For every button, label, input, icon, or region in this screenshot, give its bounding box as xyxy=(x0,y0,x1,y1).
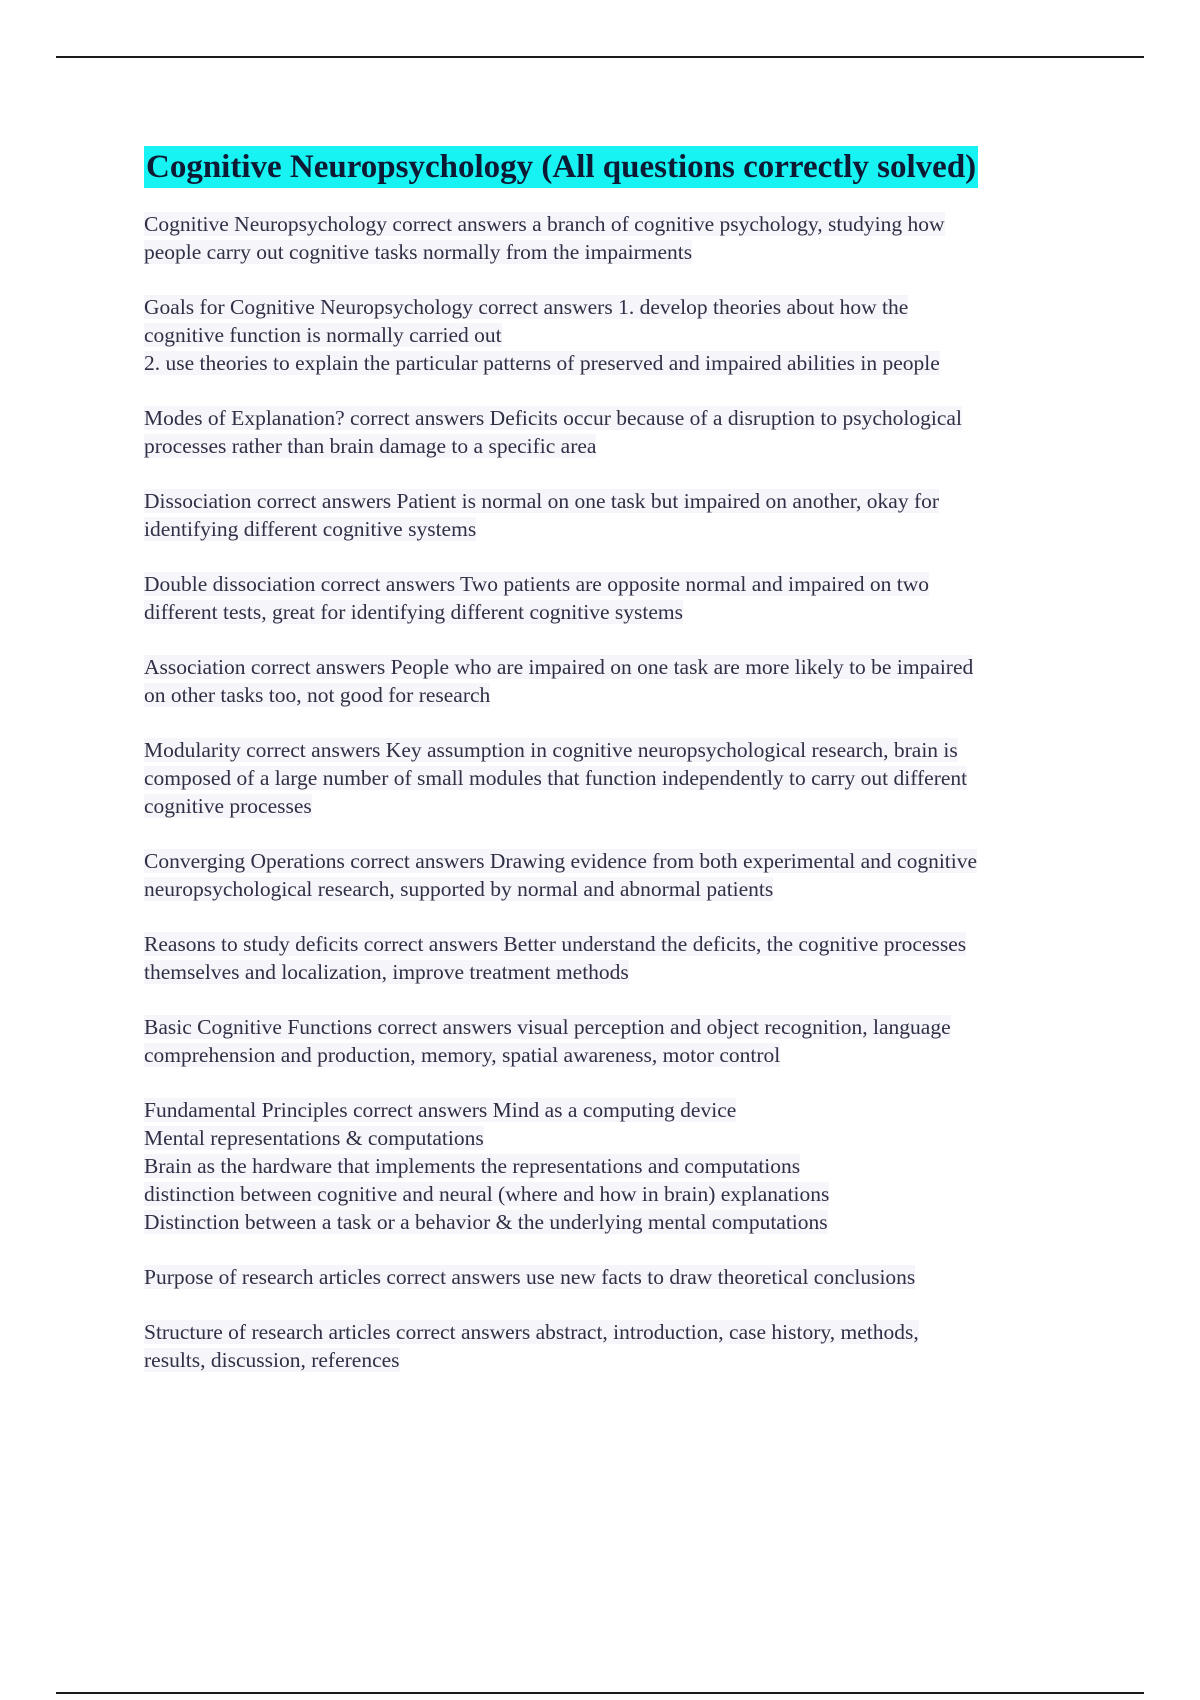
qa-entry-text: Fundamental Principles correct answers Mind as a computing device xyxy=(144,1098,737,1122)
qa-entry xyxy=(144,210,1084,266)
qa-entry-line xyxy=(144,1318,1084,1346)
qa-entry-text: comprehension and production, memory, spatial awareness, motor control xyxy=(144,1043,781,1067)
entry-list xyxy=(144,210,1084,1374)
qa-entry xyxy=(144,404,1084,460)
qa-entry-line xyxy=(144,404,1084,432)
qa-entry-text: Association correct answers People who are impaired on one task are more likely to be impaired xyxy=(144,655,974,679)
qa-entry-text: Mental representations & computations xyxy=(144,1126,484,1150)
qa-entry-line xyxy=(144,1346,1084,1374)
qa-entry-text: Goals for Cognitive Neuropsychology correct answers 1. develop theories about how the xyxy=(144,295,909,319)
qa-entry-line xyxy=(144,515,1084,543)
qa-entry-text: composed of a large number of small modules that function independently to carry out different xyxy=(144,766,968,790)
qa-entry-text: processes rather than brain damage to a specific area xyxy=(144,434,597,458)
qa-entry-text: Reasons to study deficits correct answers Better understand the deficits, the cognitive processes xyxy=(144,932,967,956)
qa-entry-text: results, discussion, references xyxy=(144,1348,400,1372)
qa-entry-line xyxy=(144,570,1084,598)
qa-entry-text: Purpose of research articles correct answers use new facts to draw theoretical conclusions xyxy=(144,1265,916,1289)
qa-entry-line xyxy=(144,1263,1084,1291)
qa-entry-text: neuropsychological research, supported by normal and abnormal patients xyxy=(144,877,774,901)
qa-entry-text: cognitive function is normally carried out xyxy=(144,323,502,347)
qa-entry-line xyxy=(144,1096,1084,1124)
qa-entry-line xyxy=(144,349,1084,377)
qa-entry xyxy=(144,1263,1084,1291)
document-body xyxy=(144,146,1084,1401)
qa-entry xyxy=(144,487,1084,543)
qa-entry xyxy=(144,847,1084,903)
qa-entry-line xyxy=(144,1041,1084,1069)
qa-entry-line xyxy=(144,847,1084,875)
qa-entry-line xyxy=(144,875,1084,903)
qa-entry-text: people carry out cognitive tasks normally from the impairments xyxy=(144,240,693,264)
qa-entry xyxy=(144,570,1084,626)
qa-entry-line xyxy=(144,1013,1084,1041)
qa-entry-line xyxy=(144,930,1084,958)
qa-entry-text: identifying different cognitive systems xyxy=(144,517,477,541)
qa-entry-text: on other tasks too, not good for research xyxy=(144,683,491,707)
qa-entry-line xyxy=(144,210,1084,238)
qa-entry-line xyxy=(144,1152,1084,1180)
document-title: Cognitive Neuropsychology (All questions correctly solved) xyxy=(144,146,978,188)
qa-entry-line xyxy=(144,432,1084,460)
qa-entry-line xyxy=(144,1180,1084,1208)
qa-entry-text: distinction between cognitive and neural (where and how in brain) explanations xyxy=(144,1182,830,1206)
qa-entry-text: Double dissociation correct answers Two patients are opposite normal and impaired on two xyxy=(144,572,930,596)
qa-entry xyxy=(144,736,1084,820)
qa-entry xyxy=(144,930,1084,986)
qa-entry-text: Cognitive Neuropsychology correct answers a branch of cognitive psychology, studying how xyxy=(144,212,945,236)
qa-entry-line xyxy=(144,293,1084,321)
qa-entry-text: Modes of Explanation? correct answers Deficits occur because of a disruption to psychological xyxy=(144,406,962,430)
qa-entry-text: 2. use theories to explain the particular patterns of preserved and impaired abilities in people xyxy=(144,351,940,375)
qa-entry xyxy=(144,293,1084,377)
qa-entry-text: Modularity correct answers Key assumption in cognitive neuropsychological research, brain is xyxy=(144,738,958,762)
qa-entry-text: different tests, great for identifying different cognitive systems xyxy=(144,600,683,624)
qa-entry-text: Brain as the hardware that implements the representations and computations xyxy=(144,1154,801,1178)
qa-entry-text: Dissociation correct answers Patient is normal on one task but impaired on another, okay for xyxy=(144,489,940,513)
qa-entry-text: Basic Cognitive Functions correct answers visual perception and object recognition, language xyxy=(144,1015,951,1039)
qa-entry-line xyxy=(144,792,1084,820)
header-rule xyxy=(56,56,1144,58)
qa-entry xyxy=(144,653,1084,709)
qa-entry-line xyxy=(144,736,1084,764)
qa-entry-text: cognitive processes xyxy=(144,794,312,818)
qa-entry-line xyxy=(144,321,1084,349)
qa-entry-line xyxy=(144,764,1084,792)
qa-entry xyxy=(144,1318,1084,1374)
qa-entry xyxy=(144,1013,1084,1069)
qa-entry-text: Distinction between a task or a behavior & the underlying mental computations xyxy=(144,1210,828,1234)
qa-entry-line xyxy=(144,598,1084,626)
qa-entry-line xyxy=(144,1124,1084,1152)
footer-rule xyxy=(56,1692,1144,1694)
qa-entry-line xyxy=(144,653,1084,681)
qa-entry-text: Converging Operations correct answers Drawing evidence from both experimental and cognitive xyxy=(144,849,978,873)
qa-entry-line xyxy=(144,487,1084,515)
qa-entry-line xyxy=(144,1208,1084,1236)
qa-entry-line xyxy=(144,958,1084,986)
qa-entry xyxy=(144,1096,1084,1236)
qa-entry-text: themselves and localization, improve treatment methods xyxy=(144,960,629,984)
qa-entry-text: Structure of research articles correct answers abstract, introduction, case history, methods, xyxy=(144,1320,919,1344)
qa-entry-line xyxy=(144,238,1084,266)
qa-entry-line xyxy=(144,681,1084,709)
